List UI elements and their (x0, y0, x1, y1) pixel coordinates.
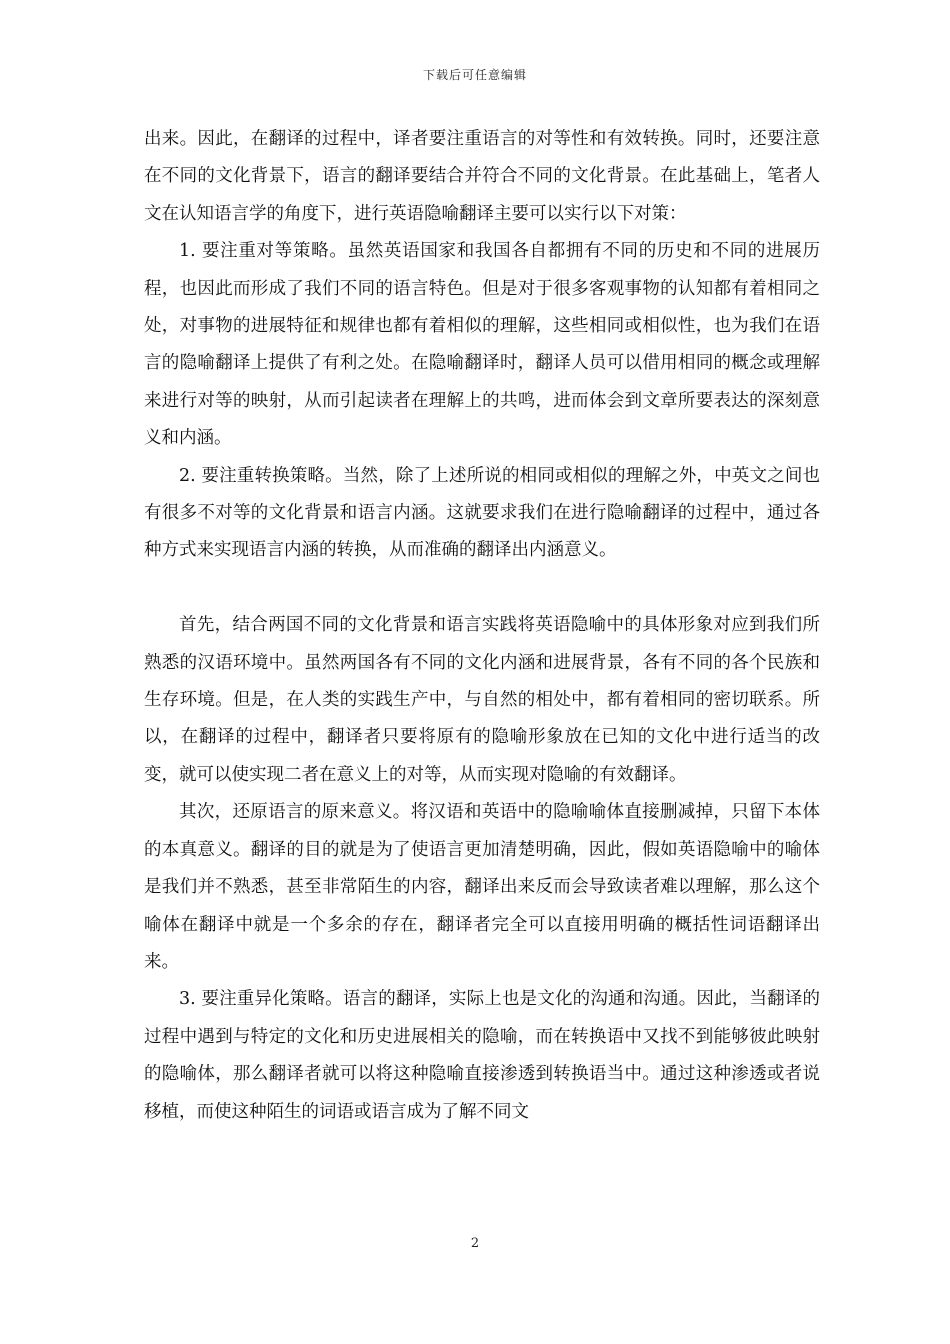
paragraph-conversion-strategy: 2. 要注重转换策略。当然，除了上述所说的相同或相似的理解之外，中英文之间也有很多不对等的文化背景和语言内涵。这就要求我们在进行隐喻翻译的过程中，通过各种方式来实现语言内涵的转换，从而准确的翻译出内涵意义。 (144, 465, 820, 561)
paragraph-equivalence-strategy: 1. 要注重对等策略。虽然英语国家和我国各自都拥有不同的历史和不同的进展历程，也因此而形成了我们不同的语言特色。但是对于很多客观事物的认知都有着相同之处，对事物的进展特征和规律也都有着相似的理解，这些相同或相似性，也为我们在语言的隐喻翻译上提供了有利之处。在隐喻翻译时，翻译人员可以借用相同的概念或理解来进行对等的映射，从而引起读者在理解上的共鸣，进而体会到文章所要表达的深刻意义和内涵。 (144, 241, 820, 449)
document-body (144, 121, 820, 1131)
page-number: 2 (470, 1236, 480, 1251)
paragraph-continuation: 出来。因此，在翻译的过程中，译者要注重语言的对等性和有效转换。同时，还要注意在不同的文化背景下，语言的翻译要结合并符合不同的文化背景。在此基础上，笔者人文在认知语言学的角度下，进行英语隐喻翻译主要可以实行以下对策： (144, 129, 820, 224)
paragraph-first-method: 首先，结合两国不同的文化背景和语言实践将英语隐喻中的具体形象对应到我们所熟悉的汉语环境中。虽然两国各有不同的文化内涵和进展背景，各有不同的各个民族和生存环境。但是，在人类的实践生产中，与自然的相处中，都有着相同的密切联系。所以，在翻译的过程中，翻译者只要将原有的隐喻形象放在已知的文化中进行适当的改变，就可以使实现二者在意义上的对等，从而实现对隐喻的有效翻译。 (144, 615, 820, 785)
paragraph-spacer (144, 570, 820, 607)
paragraph-foreignization-strategy: 3. 要注重异化策略。语言的翻译，实际上也是文化的沟通和沟通。因此，当翻译的过程中遇到与特定的文化和历史进展相关的隐喻，而在转换语中又找不到能够彼此映射的隐喻体，那么翻译者就可以将这种隐喻直接渗透到转换语当中。通过这种渗透或者说移植，而使这种陌生的词语或语言成为了解不同文 (144, 989, 820, 1122)
paragraph-second-method: 其次，还原语言的原来意义。将汉语和英语中的隐喻喻体直接删减掉，只留下本体的本真意义。翻译的目的就是为了使语言更加清楚明确，因此，假如英语隐喻中的喻体是我们并不熟悉，甚至非常陌生的内容，翻译出来反而会导致读者难以理解，那么这个喻体在翻译中就是一个多余的存在，翻译者完全可以直接用明确的概括性词语翻译出来。 (144, 802, 820, 972)
header-note: 下载后可任意编辑 (422, 68, 527, 82)
